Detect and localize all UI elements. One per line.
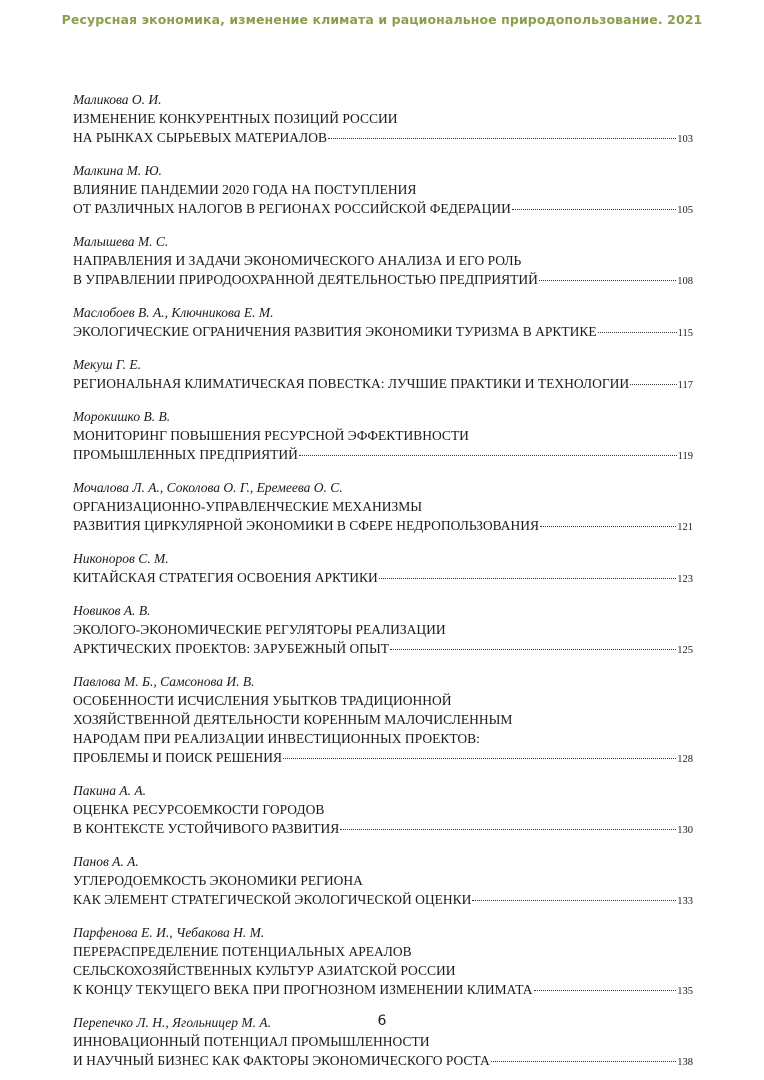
toc-author: Малкина М. Ю. (73, 163, 162, 178)
toc-title-last-line (73, 128, 693, 149)
toc-title-line: ПЕРЕРАСПРЕДЕЛЕНИЕ ПОТЕНЦИАЛЬНЫХ АРЕАЛОВ (73, 944, 412, 959)
dot-leader (512, 209, 676, 210)
table-of-contents (73, 90, 693, 1072)
toc-author: Маслобоев В. А., Ключникова Е. М. (73, 305, 274, 320)
toc-title-last-line (73, 980, 693, 1001)
toc-author: Перепечко Л. Н., Ягольницер М. А. (73, 1015, 272, 1030)
toc-entry[interactable] (73, 303, 693, 343)
toc-author: Мочалова Л. А., Соколова О. Г., Еремеева О. С. (73, 480, 343, 495)
running-title: Ресурсная экономика, изменение климата и рациональное природопользование. 2021 (61, 12, 703, 27)
toc-title-text: КАК ЭЛЕМЕНТ СТРАТЕГИЧЕСКОЙ ЭКОЛОГИЧЕСКОЙ ОЦЕНКИ (73, 892, 472, 907)
dot-leader (539, 280, 676, 281)
toc-entry[interactable] (73, 232, 693, 291)
toc-entry[interactable] (73, 601, 693, 660)
toc-title-text: ПРОБЛЕМЫ И ПОИСК РЕШЕНИЯ (73, 750, 283, 765)
toc-title-last-line (73, 270, 693, 291)
toc-title-line: НАПРАВЛЕНИЯ И ЗАДАЧИ ЭКОНОМИЧЕСКОГО АНАЛИЗА И ЕГО РОЛЬ (73, 253, 522, 268)
toc-entry[interactable] (73, 672, 693, 769)
dot-leader (283, 758, 676, 759)
toc-author: Панов А. А. (73, 854, 139, 869)
toc-title-last-line (73, 445, 693, 466)
toc-title-line: ИЗМЕНЕНИЕ КОНКУРЕНТНЫХ ПОЗИЦИЙ РОССИИ (73, 111, 398, 126)
toc-page-number: 117 (677, 380, 693, 391)
toc-author: Малышева М. С. (73, 234, 169, 249)
toc-page-number: 115 (677, 328, 693, 339)
toc-page-number: 108 (677, 276, 693, 287)
toc-page-number: 121 (677, 522, 693, 533)
toc-title-last-line (73, 819, 693, 840)
toc-title-last-line (73, 199, 693, 220)
toc-author: Мекуш Г. Е. (73, 357, 141, 372)
toc-entry[interactable] (73, 923, 693, 1001)
toc-page-number: 123 (677, 574, 693, 585)
toc-author: Парфенова Е. И., Чебакова Н. М. (73, 925, 265, 940)
toc-title-last-line (73, 639, 693, 660)
dot-leader (340, 829, 676, 830)
toc-title-line: ОРГАНИЗАЦИОННО-УПРАВЛЕНЧЕСКИЕ МЕХАНИЗМЫ (73, 499, 423, 514)
toc-title-text: ЭКОЛОГИЧЕСКИЕ ОГРАНИЧЕНИЯ РАЗВИТИЯ ЭКОНОМИКИ ТУРИЗМА В АРКТИКЕ (73, 324, 597, 339)
toc-title-text: ПРОМЫШЛЕННЫХ ПРЕДПРИЯТИЙ (73, 447, 298, 462)
toc-title-text: В КОНТЕКСТЕ УСТОЙЧИВОГО РАЗВИТИЯ (73, 821, 340, 836)
toc-entry[interactable] (73, 161, 693, 220)
toc-author: Пакина А. А. (73, 783, 147, 798)
toc-title-text: РЕГИОНАЛЬНАЯ КЛИМАТИЧЕСКАЯ ПОВЕСТКА: ЛУЧШИЕ ПРАКТИКИ И ТЕХНОЛОГИИ (73, 376, 630, 391)
toc-title-text: ОТ РАЗЛИЧНЫХ НАЛОГОВ В РЕГИОНАХ РОССИЙСКОЙ ФЕДЕРАЦИИ (73, 201, 511, 216)
dot-leader (328, 138, 676, 139)
toc-entry[interactable] (73, 478, 693, 537)
toc-author: Павлова М. Б., Самсонова И. В. (73, 674, 255, 689)
toc-entry[interactable] (73, 90, 693, 149)
toc-title-last-line (73, 748, 693, 769)
toc-title-line: ХОЗЯЙСТВЕННОЙ ДЕЯТЕЛЬНОСТИ КОРЕННЫМ МАЛОЧИСЛЕННЫМ (73, 712, 513, 727)
toc-page-number: 133 (677, 896, 693, 907)
toc-page-number: 138 (677, 1057, 693, 1068)
toc-title-text: НА РЫНКАХ СЫРЬЕВЫХ МАТЕРИАЛОВ (73, 130, 327, 145)
toc-title-line: ОЦЕНКА РЕСУРСОЕМКОСТИ ГОРОДОВ (73, 802, 325, 817)
toc-author: Никоноров С. М. (73, 551, 169, 566)
toc-title-last-line (73, 568, 693, 589)
toc-page-number: 135 (677, 986, 693, 997)
toc-entry[interactable] (73, 852, 693, 911)
dot-leader (598, 332, 677, 333)
toc-author: Морокишко В. В. (73, 409, 171, 424)
toc-page-number: 105 (677, 205, 693, 216)
dot-leader (540, 526, 676, 527)
dot-leader (390, 649, 676, 650)
toc-page-number: 128 (677, 754, 693, 765)
toc-author: Новиков А. В. (73, 603, 151, 618)
toc-title-line: ЭКОЛОГО-ЭКОНОМИЧЕСКИЕ РЕГУЛЯТОРЫ РЕАЛИЗАЦИИ (73, 622, 446, 637)
toc-title-text: РАЗВИТИЯ ЦИРКУЛЯРНОЙ ЭКОНОМИКИ В СФЕРЕ НЕДРОПОЛЬЗОВАНИЯ (73, 518, 540, 533)
toc-page-number: 119 (677, 451, 693, 462)
toc-entry[interactable] (73, 355, 693, 395)
toc-entry[interactable] (73, 549, 693, 589)
toc-entry[interactable] (73, 781, 693, 840)
toc-title-text: КИТАЙСКАЯ СТРАТЕГИЯ ОСВОЕНИЯ АРКТИКИ (73, 570, 378, 585)
toc-page-number: 103 (677, 134, 693, 145)
toc-title-line: ИННОВАЦИОННЫЙ ПОТЕНЦИАЛ ПРОМЫШЛЕННОСТИ (73, 1034, 430, 1049)
toc-title-text: К КОНЦУ ТЕКУЩЕГО ВЕКА ПРИ ПРОГНОЗНОМ ИЗМЕНЕНИИ КЛИМАТА (73, 982, 533, 997)
toc-page-number: 125 (677, 645, 693, 656)
toc-title-line: СЕЛЬСКОХОЗЯЙСТВЕННЫХ КУЛЬТУР АЗИАТСКОЙ РОССИИ (73, 963, 456, 978)
toc-title-last-line (73, 890, 693, 911)
toc-title-last-line (73, 1051, 693, 1072)
toc-page-number: 130 (677, 825, 693, 836)
dot-leader (534, 990, 677, 991)
toc-title-text: АРКТИЧЕСКИХ ПРОЕКТОВ: ЗАРУБЕЖНЫЙ ОПЫТ (73, 641, 390, 656)
toc-title-line: УГЛЕРОДОЕМКОСТЬ ЭКОНОМИКИ РЕГИОНА (73, 873, 363, 888)
toc-title-text: И НАУЧНЫЙ БИЗНЕС КАК ФАКТОРЫ ЭКОНОМИЧЕСКОГО РОСТА (73, 1053, 490, 1068)
toc-title-line: НАРОДАМ ПРИ РЕАЛИЗАЦИИ ИНВЕСТИЦИОННЫХ ПРОЕКТОВ: (73, 731, 480, 746)
toc-title-last-line (73, 516, 693, 537)
toc-title-line: ОСОБЕННОСТИ ИСЧИСЛЕНИЯ УБЫТКОВ ТРАДИЦИОННОЙ (73, 693, 452, 708)
page-number: 6 (377, 1013, 387, 1029)
dot-leader (630, 384, 676, 385)
dot-leader (299, 455, 677, 456)
dot-leader (491, 1061, 676, 1062)
toc-title-last-line (73, 322, 693, 343)
toc-title-last-line (73, 374, 693, 395)
dot-leader (379, 578, 676, 579)
toc-title-line: МОНИТОРИНГ ПОВЫШЕНИЯ РЕСУРСНОЙ ЭФФЕКТИВНОСТИ (73, 428, 469, 443)
toc-title-text: В УПРАВЛЕНИИ ПРИРОДООХРАННОЙ ДЕЯТЕЛЬНОСТЬЮ ПРЕДПРИЯТИЙ (73, 272, 538, 287)
toc-author: Маликова О. И. (73, 92, 162, 107)
dot-leader (472, 900, 676, 901)
toc-title-line: ВЛИЯНИЕ ПАНДЕМИИ 2020 ГОДА НА ПОСТУПЛЕНИЯ (73, 182, 417, 197)
toc-entry[interactable] (73, 407, 693, 466)
